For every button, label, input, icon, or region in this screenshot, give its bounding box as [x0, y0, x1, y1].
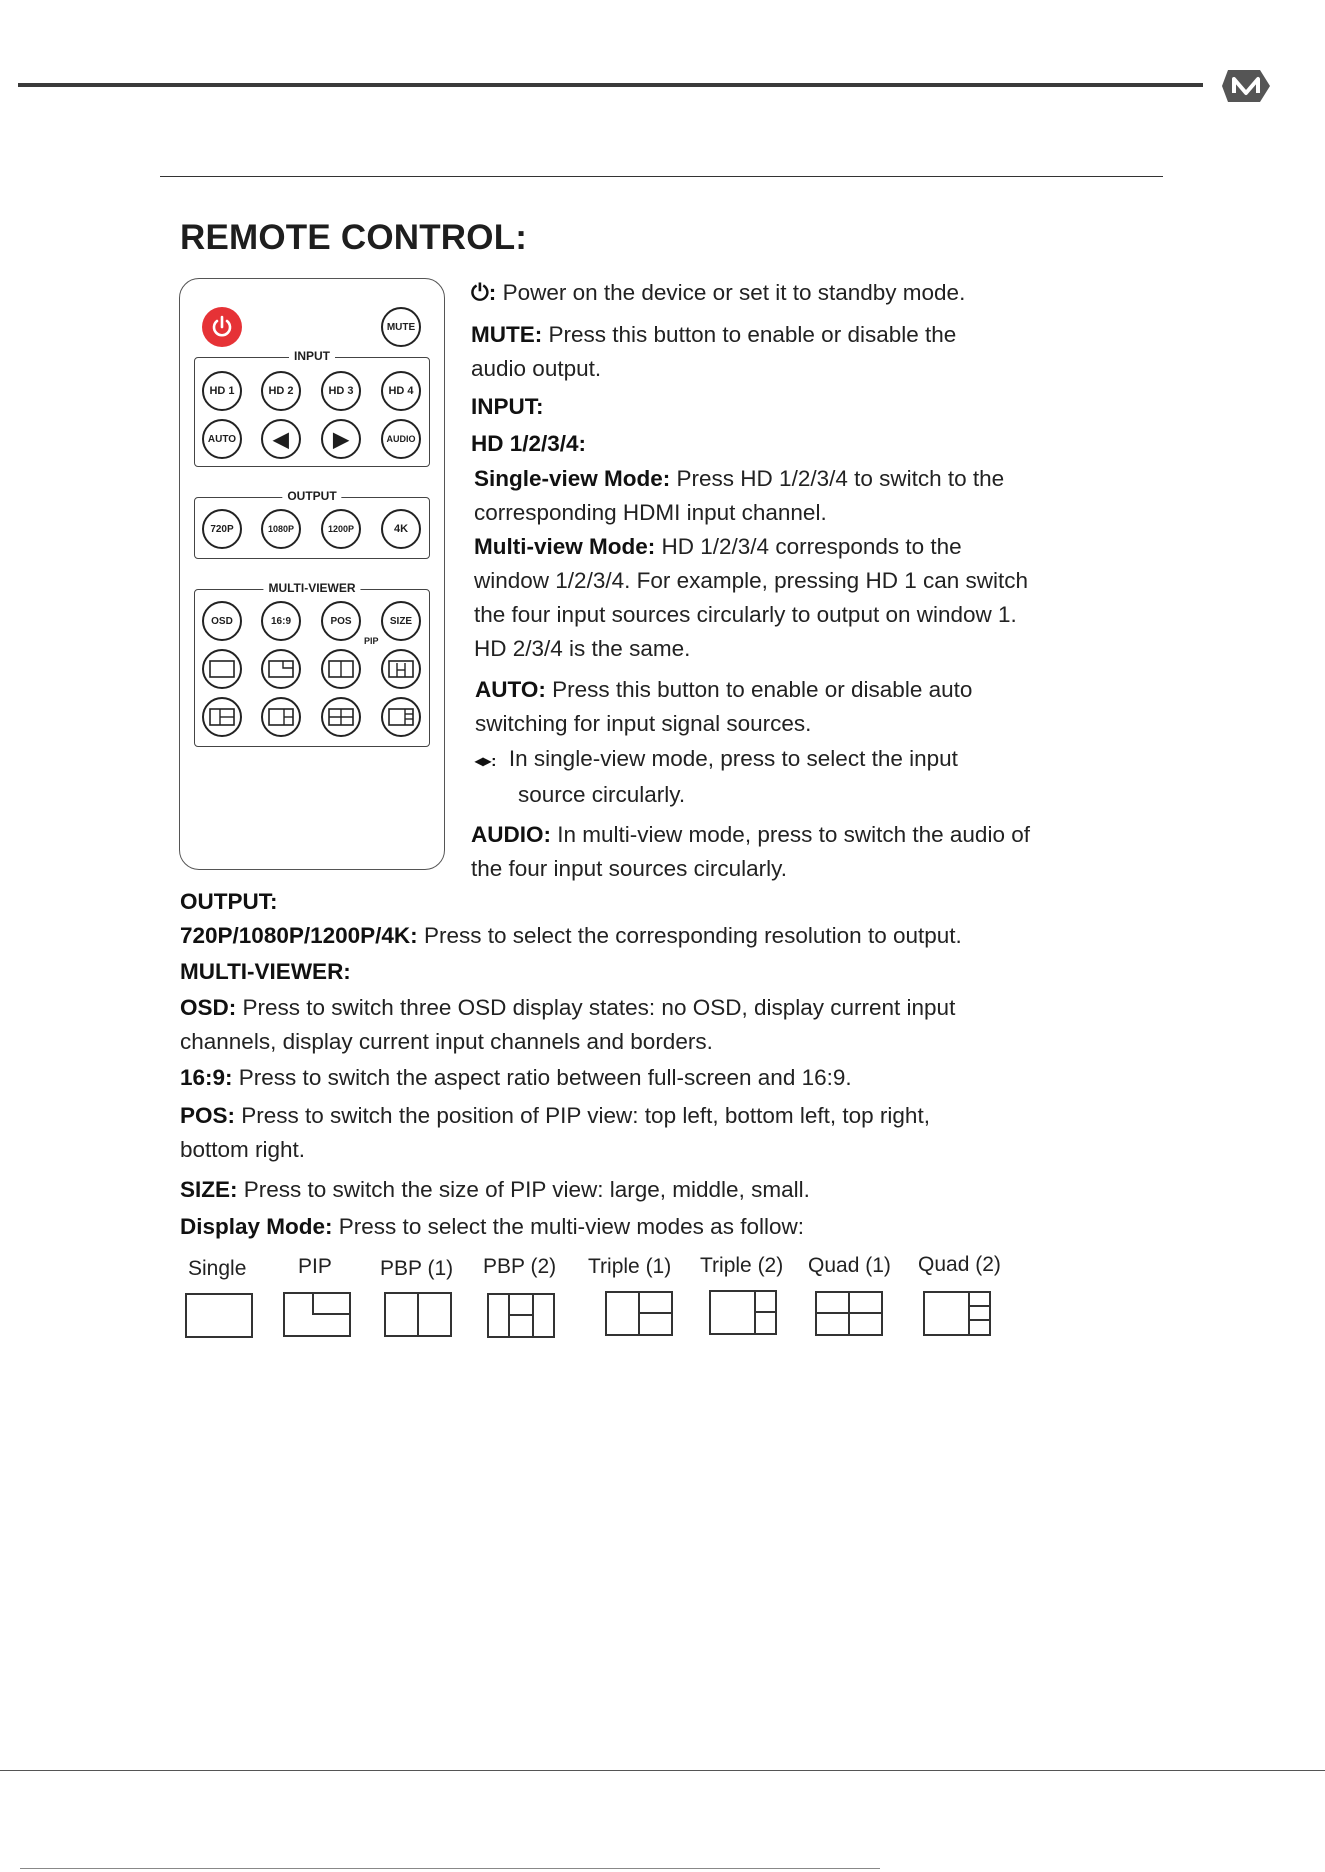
- quad2-layout-button: [381, 697, 421, 737]
- auto-key: AUTO:: [475, 677, 546, 702]
- quad2-layout-icon: [388, 708, 414, 726]
- quad1-layout-icon: [328, 708, 354, 726]
- multi-view-key: Multi-view Mode:: [474, 534, 656, 559]
- 4k-button: 4K: [381, 509, 421, 549]
- mode-label-pbp2: PBP (2): [483, 1255, 557, 1278]
- osd-desc: [180, 991, 1025, 1059]
- multiviewer-heading: [180, 955, 1060, 989]
- multi-view-text: HD 1/2/3/4 corresponds to the window 1/2/3/4. For example, pressing HD 1 can switch the four input sources circularly to output on window 1. HD 2/3/4 is the same.: [474, 534, 1028, 661]
- triple1-layout-icon: [209, 708, 235, 726]
- single-layout-button: [202, 649, 242, 689]
- input-group-label: INPUT: [289, 349, 335, 363]
- mute-desc-text: Press this button to enable or disable the audio output.: [471, 322, 957, 381]
- arrows-key: ◂▸:: [475, 753, 497, 770]
- output-heading-text: OUTPUT:: [180, 889, 278, 914]
- hd1-button: HD 1: [202, 371, 242, 411]
- pbp2-layout-button: [381, 649, 421, 689]
- pos-text: Press to switch the position of PIP view: top left, bottom left, top right, bottom right.: [180, 1103, 930, 1162]
- pip-label: PIP: [364, 636, 379, 646]
- single-layout-icon: [209, 660, 235, 678]
- brand-logo-icon: [1220, 66, 1272, 106]
- arrows-text-1: In single-view mode, press to select the input: [508, 746, 958, 771]
- mode-label-single: Single: [188, 1257, 247, 1280]
- 1080p-button: 1080P: [261, 509, 301, 549]
- pbp2-mode-icon: [487, 1293, 555, 1338]
- triple2-layout-icon: [268, 708, 294, 726]
- audio-text: In multi-view mode, press to switch the audio of the four input sources circularly.: [471, 822, 1030, 881]
- power-desc-text: Power on the device or set it to standby mode.: [502, 280, 966, 305]
- size-button: SIZE: [381, 601, 421, 641]
- arrows-desc: [475, 742, 1035, 779]
- triple1-layout-button: [202, 697, 242, 737]
- mode-label-triple2: Triple (2): [700, 1254, 784, 1277]
- page-title: REMOTE CONTROL:: [180, 218, 528, 257]
- single-view-desc: [474, 462, 1034, 530]
- left-arrow-button: ◀: [261, 419, 301, 459]
- display-mode-desc: [180, 1210, 1060, 1244]
- header-rule: [18, 83, 1203, 87]
- display-mode-key: Display Mode:: [180, 1214, 333, 1239]
- pos-desc: [180, 1099, 1000, 1167]
- single-view-text: Press HD 1/2/3/4 to switch to the corresponding HDMI input channel.: [474, 466, 1005, 525]
- pip-layout-button: [261, 649, 301, 689]
- mode-label-triple1: Triple (1): [588, 1255, 672, 1278]
- hd2-button: HD 2: [261, 371, 301, 411]
- output-group-label: OUTPUT: [282, 489, 341, 503]
- quad1-layout-button: [321, 697, 361, 737]
- right-arrow-button: ▶: [321, 419, 361, 459]
- single-view-key: Single-view Mode:: [474, 466, 671, 491]
- triple2-mode-icon: [709, 1290, 777, 1335]
- mode-label-pbp1: PBP (1): [380, 1257, 454, 1280]
- size-key: SIZE:: [180, 1177, 238, 1202]
- aspect-key: 16:9:: [180, 1065, 233, 1090]
- mute-desc: [471, 318, 1011, 386]
- 720p-button: 720P: [202, 509, 242, 549]
- quad2-mode-icon: [923, 1291, 991, 1336]
- power-button: [202, 307, 242, 347]
- 1200p-button: 1200P: [321, 509, 361, 549]
- footer-rule: [0, 1770, 1325, 1771]
- triple2-layout-button: [261, 697, 301, 737]
- power-desc: [471, 276, 1031, 310]
- pos-button: POS: [321, 601, 361, 641]
- arrows-text-2: source circularly.: [518, 782, 686, 807]
- arrows-desc-cont: [518, 778, 685, 812]
- audio-key: AUDIO:: [471, 822, 551, 847]
- display-mode-text: Press to select the multi-view modes as follow:: [338, 1214, 804, 1239]
- auto-button: AUTO: [202, 419, 242, 459]
- resolution-desc: [180, 919, 1080, 953]
- mute-button: MUTE: [381, 307, 421, 347]
- single-mode-icon: [185, 1293, 253, 1338]
- size-desc: [180, 1173, 1060, 1207]
- pbp2-layout-icon: [388, 660, 414, 678]
- aspect-desc: [180, 1061, 1060, 1095]
- input-heading-text: INPUT:: [471, 394, 544, 419]
- power-symbol: ⏻:: [471, 280, 497, 305]
- mode-label-pip: PIP: [298, 1255, 332, 1278]
- audio-desc: [471, 818, 1041, 886]
- pip-mode-icon: [283, 1292, 351, 1337]
- input-heading: [471, 390, 1031, 424]
- hd-heading-text: HD 1/2/3/4:: [471, 431, 587, 456]
- hd4-button: HD 4: [381, 371, 421, 411]
- power-icon: [209, 314, 235, 340]
- osd-button: OSD: [202, 601, 242, 641]
- bottom-rule: [20, 1868, 880, 1869]
- hd-heading: [471, 427, 1031, 461]
- resolution-key: 720P/1080P/1200P/4K:: [180, 923, 418, 948]
- pbp1-layout-button: [321, 649, 361, 689]
- mode-label-quad1: Quad (1): [808, 1254, 891, 1277]
- resolution-text: Press to select the corresponding resolution to output.: [423, 923, 962, 948]
- osd-key: OSD:: [180, 995, 237, 1020]
- remote-control: [179, 278, 445, 870]
- pos-key: POS:: [180, 1103, 236, 1128]
- pip-layout-icon: [268, 660, 294, 678]
- output-heading: [180, 885, 1060, 919]
- multiviewer-heading-text: MULTI-VIEWER:: [180, 959, 351, 984]
- section-rule: [160, 176, 1163, 177]
- pbp1-layout-icon: [328, 660, 354, 678]
- aspect-button: 16:9: [261, 601, 301, 641]
- quad1-mode-icon: [815, 1291, 883, 1336]
- multi-view-desc: [474, 530, 1034, 666]
- hd3-button: HD 3: [321, 371, 361, 411]
- mode-label-quad2: Quad (2): [918, 1253, 1001, 1276]
- triple1-mode-icon: [605, 1291, 673, 1336]
- size-text: Press to switch the size of PIP view: large, middle, small.: [243, 1177, 810, 1202]
- auto-desc: [475, 673, 1030, 741]
- pbp1-mode-icon: [384, 1292, 452, 1337]
- aspect-text: Press to switch the aspect ratio between full-screen and 16:9.: [238, 1065, 852, 1090]
- auto-text: Press this button to enable or disable auto switching for input signal sources.: [475, 677, 973, 736]
- mute-key: MUTE:: [471, 322, 543, 347]
- osd-text: Press to switch three OSD display states: no OSD, display current input channels, display current input channels and borders.: [180, 995, 956, 1054]
- audio-button: AUDIO: [381, 419, 421, 459]
- multiviewer-group-label: MULTI-VIEWER: [263, 581, 360, 595]
